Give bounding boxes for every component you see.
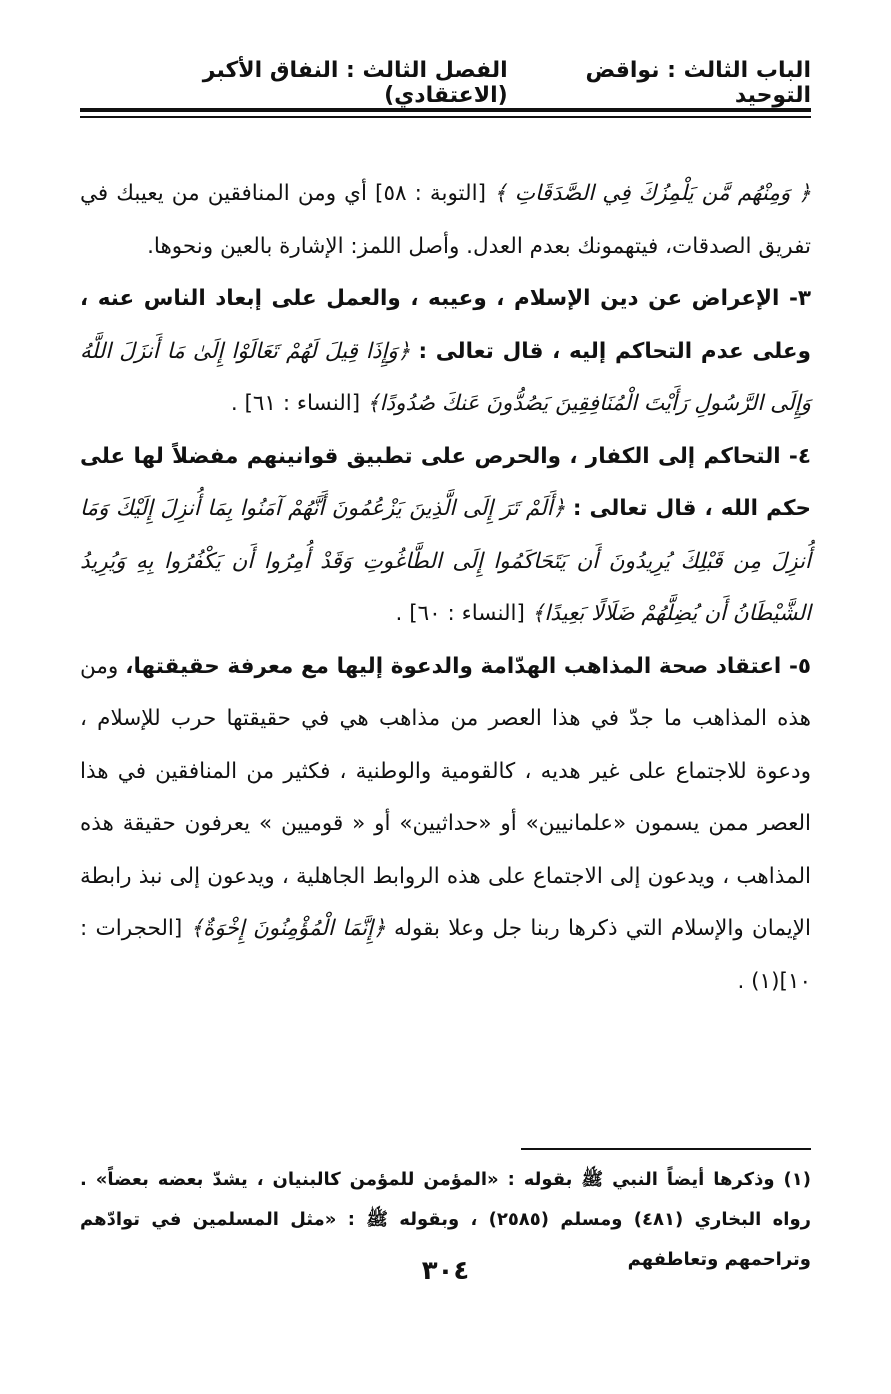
verse-reference: [النساء : ٦١] . <box>230 391 361 416</box>
page-number: ٣٠٤ <box>421 1256 470 1286</box>
verse-reference: [النساء : ٦٠] . <box>395 601 525 626</box>
item-heading: ٥- اعتقاد صحة المذاهب الهدّامة والدعوة إليها مع معرفة حقيقتها، <box>125 653 811 679</box>
item-heading: ٤- التحاكم إلى الكفار ، والحرص على تطبيق قوانينهم مفضلاً لها على حكم الله ، قال تعالى : <box>80 443 811 521</box>
chapter-title: الباب الثالث : نواقض التوحيد <box>585 58 811 108</box>
verse-reference: [الحجرات : ١٠](١) . <box>80 916 811 994</box>
main-text <box>80 168 811 1008</box>
running-header <box>80 60 811 106</box>
paragraph-4 <box>80 641 811 1009</box>
paragraph-text: أي ومن المنافقين من يعيبك في تفريق الصدقات، فيتهمونك بعدم العدل. وأصل اللمز: الإشارة بالعين ونحوها. <box>80 181 811 259</box>
quran-verse: ﴿أَلَمْ تَرَ إِلَى الَّذِينَ يَزْعُمُونَ أَنَّهُمْ آمَنُوا بِمَا أُنزِلَ إِلَيْكَ وَمَا أُنزِلَ مِن قَبْلِكَ يُرِيدُونَ أَن يَتَحَاكَمُوا إِلَى الطَّاغُوتِ وَقَدْ أُمِرُوا أَن يَكْفُرُوا بِهِ وَيُرِيدُ الشَّيْطَانُ أَن يُضِلَّهُمْ ضَلَالًا بَعِيدًا﴾ <box>80 496 811 626</box>
verse-reference: [التوبة : ٥٨] <box>375 181 486 206</box>
footnote: (١) وذكرها أيضاً النبي ﷺ بقوله : «المؤمن للمؤمن كالبنيان ، يشدّ بعضه بعضاً» . رواه البخاري (٤٨١) ومسلم (٢٥٨٥) ، وبقوله ﷺ : «مثل المسلمين في توادّهم وتراحمهم وتعاطفهم <box>80 1169 811 1270</box>
paragraph-3 <box>80 431 811 641</box>
paragraph-1 <box>80 168 811 273</box>
footnote-rule <box>521 1148 811 1150</box>
paragraph-text: ومن هذه المذاهب ما جدّ في هذا العصر من مذاهب هي في حقيقتها حرب للإسلام ، ودعوة للاجتماع على غير هديه ، كالقومية والوطنية ، فكثير من المنافقين في هذا العصر ممن يسمون «علمانيين» أو «حداثيين» أو « قوميين » يعرفون حقيقة هذه المذاهب ، ويدعون إلى الاجتماع على هذه الروابط الجاهلية ، ويدعون إلى نبذ رابطة الإيمان والإسلام التي ذكرها ربنا جل وعلا بقوله <box>80 653 811 941</box>
item-heading: ٣- الإعراض عن دين الإسلام ، وعيبه ، والعمل على إبعاد الناس عنه ، وعلى عدم التحاكم إليه ، قال تعالى : <box>80 286 811 364</box>
paragraph-2 <box>80 273 811 431</box>
quran-verse: ﴿وَإِذَا قِيلَ لَهُمْ تَعَالَوْا إِلَىٰ مَا أَنزَلَ اللَّهُ وَإِلَى الرَّسُولِ رَأَيْتَ الْمُنَافِقِينَ يَصُدُّونَ عَنكَ صُدُودًا﴾ <box>80 338 811 416</box>
quran-verse: ﴿إِنَّمَا الْمُؤْمِنُونَ إِخْوَةٌ﴾ <box>190 916 386 941</box>
header-rule-thin <box>80 116 811 118</box>
section-title: الفصل الثالث : النفاق الأكبر (الاعتقادي) <box>202 58 508 108</box>
header-rule-thick <box>80 108 811 112</box>
quran-verse: ﴿ وَمِنْهُم مَّن يَلْمِزُكَ فِي الصَّدَقَاتِ ﴾ <box>494 181 811 206</box>
